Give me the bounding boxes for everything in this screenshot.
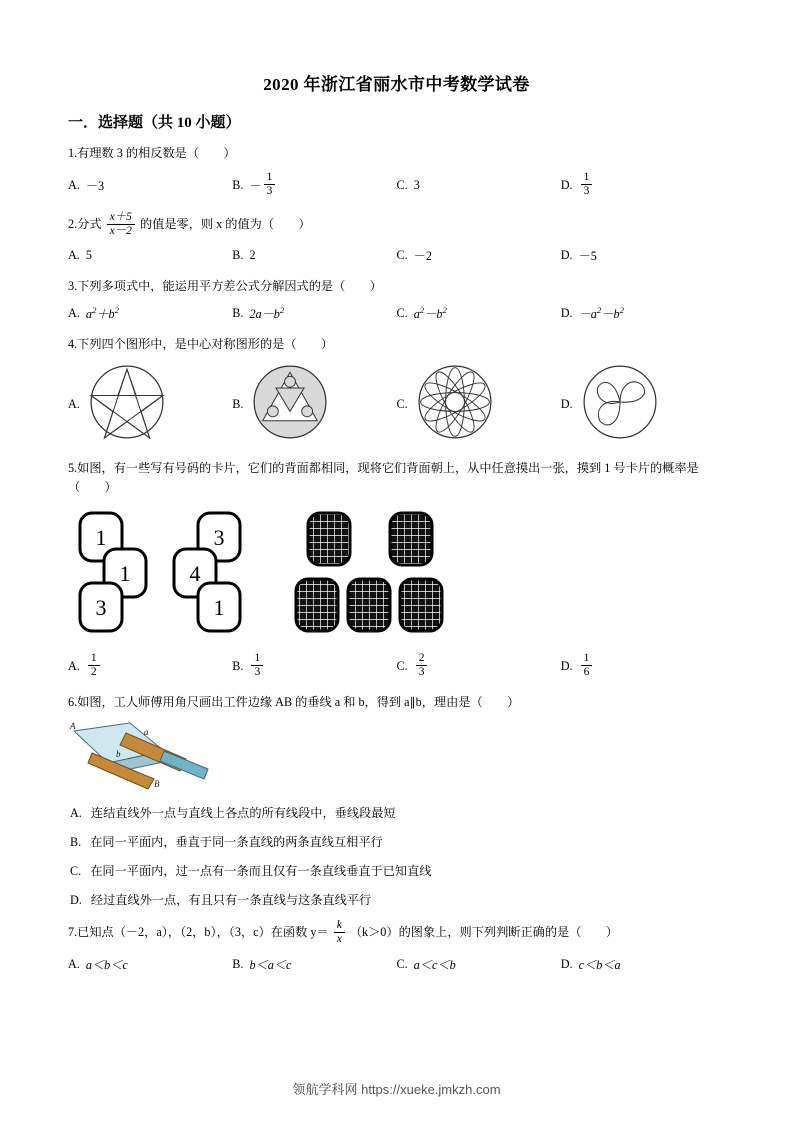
fraction-one-third: $\frac{1}{3}$	[251, 652, 263, 679]
q3-option-c[interactable]: C. $a^2-b^2$	[396, 305, 447, 322]
page-title: 2020 年浙江省丽水市中考数学试卷	[263, 75, 530, 94]
q5-option-a[interactable]: A. $\frac{1}{2}$	[68, 653, 232, 680]
q1-text: 有理数 3 的相反数是（ ）	[77, 146, 236, 160]
svg-text:1: 1	[95, 525, 107, 551]
q3-d-expr: $-a^2-b^2$	[578, 305, 624, 322]
question-1-stem	[68, 144, 725, 163]
label-B: B	[154, 778, 160, 789]
question-5-figure	[68, 507, 725, 647]
q6-option-c[interactable]: C. 在同一平面内，过一点有一条而且仅有一条直线垂直于已知直线	[70, 863, 432, 878]
label-A: A	[70, 720, 76, 731]
site-brand: 领航学科网	[292, 1082, 358, 1097]
q2-option-d[interactable]: D. －5	[560, 248, 597, 264]
question-2-stem: 2.分式 $\frac{x+5}{x-2}$ 的值是零，则 x 的值为（ ）	[68, 210, 311, 237]
q1-number: 1.	[68, 146, 78, 160]
q5-option-d[interactable]: D. $\frac{1}{6}$	[561, 653, 725, 680]
svg-text:3: 3	[213, 525, 225, 551]
q5-number: 5.	[68, 461, 78, 476]
q6-option-b[interactable]: B. 在同一平面内，垂直于同一条直线的两条直线互相平行	[70, 834, 383, 849]
q7-option-a[interactable]: A. a＜b＜c	[68, 956, 128, 972]
question-1-options	[68, 172, 725, 199]
q3-number: 3.	[68, 279, 78, 294]
page-footer	[0, 1079, 793, 1098]
fraction-k-over-x: $\frac{k}{x}$	[334, 919, 345, 946]
fraction-x-plus-5-over-x-minus-2: $\frac{x+5}{x-2}$	[107, 211, 135, 238]
q3-c-expr: $a^2-b^2$	[413, 305, 447, 322]
question-6-stem: 6.如图，工人师傅用角尺画出工件边缘 AB 的垂线 a 和 b，得到 a∥b，理由是（ ）	[68, 694, 520, 709]
q4-option-b[interactable]: B.	[232, 363, 396, 445]
question-3-stem: 3.下列多项式中，能运用平方差公式分解因式的是（ ）	[68, 279, 382, 294]
svg-text:1: 1	[119, 561, 131, 587]
svg-text:1: 1	[213, 595, 225, 621]
question-5-stem: 5.如图，有一些写有号码的卡片，它们的背面都相同，现将它们背面朝上，从中任意摸出一张，摸到 1 号卡片的概率是（ ）	[68, 461, 699, 495]
site-url: https://xueke.jmkzh.com	[361, 1082, 501, 1097]
triangles-in-circle-icon	[251, 363, 329, 445]
q4-option-a[interactable]: A.	[68, 363, 232, 445]
q1-option-c[interactable]: C. 3	[396, 177, 420, 192]
question-6-figure	[68, 721, 725, 798]
q2-option-a[interactable]: A. 5	[68, 248, 92, 263]
q2-option-c[interactable]: C. －2	[396, 248, 432, 264]
section-heading: 一．选择题（共 10 小题）	[68, 115, 241, 131]
q3-option-d[interactable]: D. $-a^2-b^2$	[560, 305, 624, 322]
question-5-options	[68, 653, 725, 680]
q4-number: 4.	[68, 337, 78, 352]
q3-a-expr: $a^2+b^2$	[85, 305, 120, 322]
minus-sign: －	[249, 178, 262, 193]
question-6-options	[68, 804, 725, 908]
q7-option-d[interactable]: D. c＜b＜a	[560, 956, 621, 972]
q2-option-b[interactable]: B. 2	[232, 248, 256, 263]
label-a: a	[144, 726, 149, 737]
q5-option-b[interactable]: B. $\frac{1}{3}$	[232, 653, 396, 680]
q6-option-d[interactable]: D. 经过直线外一点，有且只有一条直线与这条直线平行	[70, 892, 372, 907]
six-petal-flower-icon	[416, 363, 494, 445]
question-3-options	[68, 305, 725, 322]
question-7-options	[68, 956, 725, 973]
pentagram-in-circle-icon	[88, 363, 166, 445]
q5-option-c[interactable]: C. $\frac{2}{3}$	[397, 653, 561, 680]
q4-option-c[interactable]: C.	[397, 363, 561, 445]
question-4-stem: 4.下列四个图形中，是中心对称图形的是（ ）	[68, 337, 334, 352]
fraction-two-thirds: $\frac{2}{3}$	[416, 652, 428, 679]
q6-number: 6.	[68, 694, 78, 709]
q3-option-b[interactable]: B. $2a-b^2$	[232, 305, 285, 322]
fraction-one-half: $\frac{1}{2}$	[88, 652, 100, 679]
q3-option-a[interactable]: A. $a^2+b^2$	[68, 305, 120, 322]
three-leaf-rotor-icon	[581, 363, 659, 445]
q6-option-a[interactable]: A. 连结直线外一点与直线上各点的所有线段中，垂线段最短	[70, 805, 396, 820]
fraction-one-third: $\frac{1}{3}$	[264, 171, 276, 198]
q2-number: 2.	[68, 216, 78, 231]
question-2-options	[68, 247, 725, 264]
label-b: b	[116, 748, 121, 759]
question-7-stem: 7.已知点（－2，a），（2，b），（3，c）在函数 y＝ $\frac{k}{x}$ （k＞0）的图象上，则下列判断正确的是（ ）	[68, 918, 618, 945]
q7-option-b[interactable]: B. b＜a＜c	[232, 956, 292, 972]
q1-option-d[interactable]: D. $\frac{1}{3}$	[561, 172, 725, 199]
svg-text:4: 4	[189, 561, 201, 587]
fraction-one-sixth: $\frac{1}{6}$	[581, 652, 593, 679]
svg-text:3: 3	[95, 595, 107, 621]
q3-b-expr: $2a-b^2$	[249, 305, 285, 322]
q1-option-a[interactable]: A. －3	[68, 177, 105, 193]
q4-option-d[interactable]: D.	[561, 363, 725, 445]
question-4-figures	[68, 363, 725, 445]
q7-option-c[interactable]: C. a＜c＜b	[396, 956, 456, 972]
q7-number: 7.	[68, 924, 78, 939]
fraction-one-third: $\frac{1}{3}$	[581, 171, 593, 198]
q1-option-b[interactable]: B. － $\frac{1}{3}$	[232, 172, 396, 199]
